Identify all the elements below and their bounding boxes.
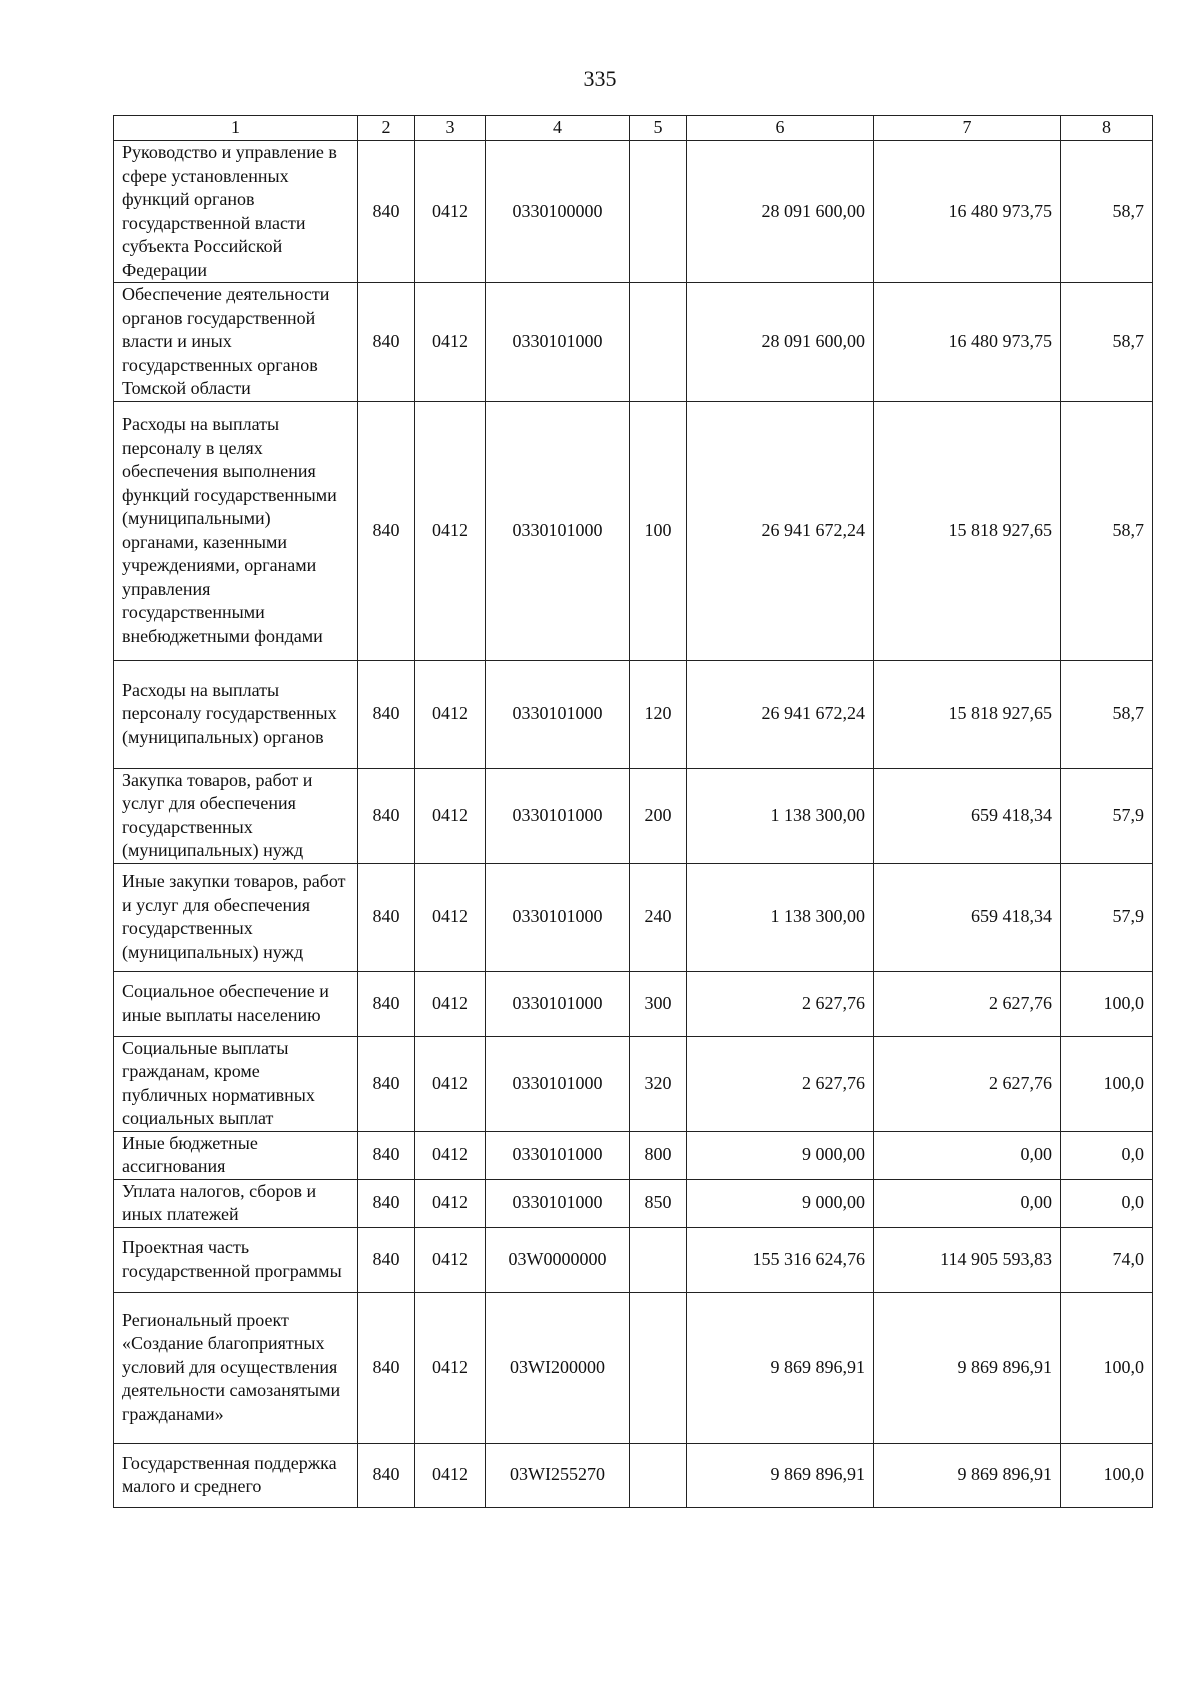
row-percent: 100,0 [1061,1036,1153,1131]
row-grbs-code: 840 [358,141,415,283]
table-row [114,971,1153,1036]
column-header: 3 [415,116,486,141]
row-grbs-code: 840 [358,768,415,863]
row-name: Обеспечение деятельности органов государственной власти и иных государственных органов Томской области [114,283,358,402]
column-header: 2 [358,116,415,141]
column-header: 8 [1061,116,1153,141]
table-row [114,863,1153,971]
row-section-code: 0412 [415,863,486,971]
column-header: 4 [486,116,630,141]
row-section-code: 0412 [415,1292,486,1443]
row-name: Социальное обеспечение и иные выплаты населению [114,971,358,1036]
row-target-code: 0330101000 [486,283,630,402]
row-grbs-code: 840 [358,1036,415,1131]
row-section-code: 0412 [415,1227,486,1292]
row-section-code: 0412 [415,971,486,1036]
row-section-code: 0412 [415,1131,486,1179]
row-grbs-code: 840 [358,283,415,402]
row-fact-amount: 659 418,34 [874,863,1061,971]
row-plan-amount: 28 091 600,00 [687,283,874,402]
row-fact-amount: 15 818 927,65 [874,660,1061,768]
row-percent: 74,0 [1061,1227,1153,1292]
row-name: Региональный проект «Создание благоприятных условий для осуществления деятельности самозанятыми гражданами» [114,1292,358,1443]
row-section-code: 0412 [415,141,486,283]
row-percent: 58,7 [1061,401,1153,660]
row-fact-amount: 9 869 896,91 [874,1443,1061,1507]
row-percent: 58,7 [1061,141,1153,283]
row-plan-amount: 26 941 672,24 [687,660,874,768]
row-name: Расходы на выплаты персоналу в целях обеспечения выполнения функций государственными (муниципальными) органами, казенными учреждениями, органами управления государственными внебюджетными фондами [114,401,358,660]
row-grbs-code: 840 [358,971,415,1036]
row-fact-amount: 2 627,76 [874,1036,1061,1131]
row-expense-type: 850 [630,1179,687,1227]
row-name: Закупка товаров, работ и услуг для обеспечения государственных (муниципальных) нужд [114,768,358,863]
row-percent: 0,0 [1061,1131,1153,1179]
row-fact-amount: 0,00 [874,1131,1061,1179]
row-grbs-code: 840 [358,1131,415,1179]
row-plan-amount: 26 941 672,24 [687,401,874,660]
row-expense-type [630,1292,687,1443]
table-row [114,141,1153,283]
row-expense-type: 100 [630,401,687,660]
row-percent: 100,0 [1061,1443,1153,1507]
row-plan-amount: 1 138 300,00 [687,768,874,863]
row-percent: 57,9 [1061,768,1153,863]
row-plan-amount: 9 869 896,91 [687,1443,874,1507]
row-section-code: 0412 [415,1179,486,1227]
row-name: Социальные выплаты гражданам, кроме публичных нормативных социальных выплат [114,1036,358,1131]
row-section-code: 0412 [415,401,486,660]
row-plan-amount: 2 627,76 [687,971,874,1036]
column-header: 6 [687,116,874,141]
row-percent: 0,0 [1061,1179,1153,1227]
row-expense-type [630,1443,687,1507]
row-target-code: 0330101000 [486,1179,630,1227]
row-expense-type: 800 [630,1131,687,1179]
row-target-code: 0330101000 [486,401,630,660]
row-plan-amount: 28 091 600,00 [687,141,874,283]
row-fact-amount: 2 627,76 [874,971,1061,1036]
row-fact-amount: 0,00 [874,1179,1061,1227]
column-header: 1 [114,116,358,141]
row-target-code: 0330101000 [486,1131,630,1179]
table-row [114,1443,1153,1507]
row-percent: 57,9 [1061,863,1153,971]
row-fact-amount: 15 818 927,65 [874,401,1061,660]
budget-table [113,115,1153,1508]
row-fact-amount: 16 480 973,75 [874,141,1061,283]
row-target-code: 0330101000 [486,768,630,863]
row-target-code: 03W0000000 [486,1227,630,1292]
row-grbs-code: 840 [358,1179,415,1227]
page-number: 335 [583,66,617,91]
row-grbs-code: 840 [358,660,415,768]
row-expense-type: 200 [630,768,687,863]
row-expense-type [630,283,687,402]
row-plan-amount: 9 869 896,91 [687,1292,874,1443]
row-plan-amount: 1 138 300,00 [687,863,874,971]
row-target-code: 0330101000 [486,660,630,768]
row-name: Иные бюджетные ассигнования [114,1131,358,1179]
row-name: Проектная часть государственной программы [114,1227,358,1292]
row-plan-amount: 9 000,00 [687,1179,874,1227]
table-row [114,1036,1153,1131]
row-section-code: 0412 [415,1036,486,1131]
header-row [114,116,1153,141]
row-expense-type: 240 [630,863,687,971]
row-name: Государственная поддержка малого и среднего [114,1443,358,1507]
row-plan-amount: 155 316 624,76 [687,1227,874,1292]
row-fact-amount: 16 480 973,75 [874,283,1061,402]
row-percent: 58,7 [1061,660,1153,768]
table-row [114,1131,1153,1179]
row-target-code: 0330101000 [486,863,630,971]
table-row [114,1227,1153,1292]
table-row [114,283,1153,402]
row-percent: 100,0 [1061,971,1153,1036]
table-row [114,1292,1153,1443]
row-grbs-code: 840 [358,1292,415,1443]
row-grbs-code: 840 [358,401,415,660]
table-row [114,401,1153,660]
table-body [114,141,1153,1508]
row-name: Руководство и управление в сфере установленных функций органов государственной власти субъекта Российской Федерации [114,141,358,283]
row-section-code: 0412 [415,660,486,768]
row-expense-type: 120 [630,660,687,768]
row-grbs-code: 840 [358,863,415,971]
row-plan-amount: 2 627,76 [687,1036,874,1131]
table-row [114,768,1153,863]
row-percent: 58,7 [1061,283,1153,402]
row-plan-amount: 9 000,00 [687,1131,874,1179]
row-section-code: 0412 [415,1443,486,1507]
table-row [114,1179,1153,1227]
row-name: Уплата налогов, сборов и иных платежей [114,1179,358,1227]
column-header: 7 [874,116,1061,141]
row-expense-type [630,141,687,283]
row-percent: 100,0 [1061,1292,1153,1443]
row-fact-amount: 9 869 896,91 [874,1292,1061,1443]
row-name: Иные закупки товаров, работ и услуг для обеспечения государственных (муниципальных) нужд [114,863,358,971]
row-grbs-code: 840 [358,1443,415,1507]
row-target-code: 0330101000 [486,1036,630,1131]
table-row [114,660,1153,768]
row-expense-type [630,1227,687,1292]
row-fact-amount: 114 905 593,83 [874,1227,1061,1292]
column-header: 5 [630,116,687,141]
row-target-code: 0330101000 [486,971,630,1036]
row-fact-amount: 659 418,34 [874,768,1061,863]
row-grbs-code: 840 [358,1227,415,1292]
row-name: Расходы на выплаты персоналу государственных (муниципальных) органов [114,660,358,768]
row-expense-type: 300 [630,971,687,1036]
row-section-code: 0412 [415,283,486,402]
row-expense-type: 320 [630,1036,687,1131]
row-target-code: 0330100000 [486,141,630,283]
row-target-code: 03WI255270 [486,1443,630,1507]
row-target-code: 03WI200000 [486,1292,630,1443]
row-section-code: 0412 [415,768,486,863]
